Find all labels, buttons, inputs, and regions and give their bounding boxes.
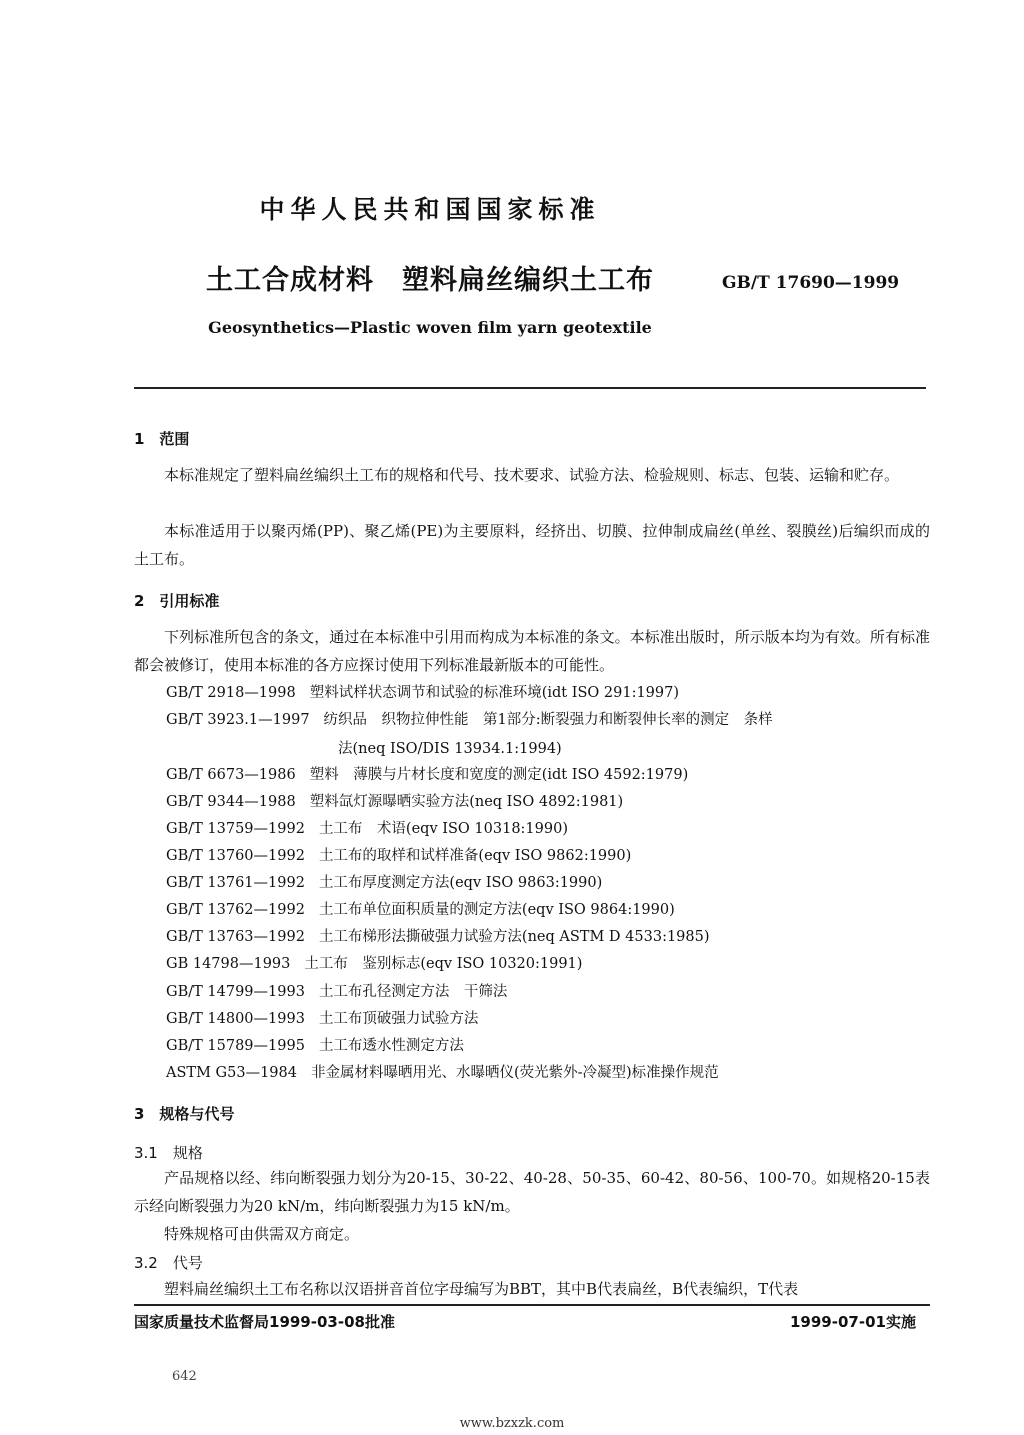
- reference-title: 塑料 薄膜与片材长度和宽度的测定(idt ISO 4592:1979): [309, 767, 689, 783]
- reference-title: 土工布厚度测定方法(eqv ISO 9863:1990): [318, 875, 603, 891]
- reference-title: 非金属材料曝晒用光、水曝晒仪(荧光紫外-冷凝型)标准操作规范: [310, 1065, 719, 1081]
- reference-title-continuation: 法(neq ISO/DIS 13934.1:1994): [338, 741, 562, 757]
- header-divider: [134, 387, 926, 389]
- reference-code: GB/T 13759—1992: [166, 821, 305, 837]
- reference-title: 土工布单位面积质量的测定方法(eqv ISO 9864:1990): [318, 902, 675, 918]
- reference-code: GB/T 13761—1992: [166, 875, 305, 891]
- reference-item: [166, 1033, 464, 1059]
- reference-code: GB/T 13762—1992: [166, 902, 305, 918]
- section-3-2-paragraph-1: 塑料扁丝编织土工布名称以汉语拼音首位字母编写为BBT，其中B代表扁丝，B代表编织，T代表: [164, 1280, 799, 1298]
- page-number: 642: [172, 1369, 197, 1384]
- reference-item: [166, 1060, 719, 1086]
- reference-item: [166, 1006, 478, 1032]
- standard-number: GB/T 17690—1999: [722, 273, 900, 293]
- approval-line: 国家质量技术监督局1999-03-08批准: [134, 1313, 395, 1331]
- reference-code: GB/T 14800—1993: [166, 1011, 305, 1027]
- reference-title: 塑料试样状态调节和试验的标准环境(idt ISO 291:1997): [309, 685, 680, 701]
- section-1-heading: 1 范围: [134, 430, 190, 448]
- reference-code: ASTM G53—1984: [166, 1065, 297, 1081]
- section-1-paragraph-2: 本标准适用于以聚丙烯(PP)、聚乙烯(PE)为主要原料，经挤出、切膜、拉伸制成扁丝(单丝、裂膜丝)后编织而成的土工布。: [134, 522, 930, 568]
- national-standard-header: 中华人民共和国国家标准: [259, 195, 601, 224]
- standard-title-cn: 土工合成材料 塑料扁丝编织土工布: [206, 265, 654, 296]
- standard-title-en: Geosynthetics—Plastic woven film yarn geotextile: [208, 318, 652, 337]
- reference-code: GB/T 15789—1995: [166, 1038, 305, 1054]
- reference-code: GB 14798—1993: [166, 956, 291, 972]
- reference-item: [166, 762, 688, 788]
- section-3-2-heading: 3.2 代号: [134, 1254, 203, 1272]
- section-2-paragraph-1: 下列标准所包含的条文，通过在本标准中引用而构成为本标准的条文。本标准出版时，所示版本均为有效。所有标准都会被修订，使用本标准的各方应探讨使用下列标准最新版本的可能性。: [134, 628, 930, 674]
- reference-item: [166, 789, 623, 815]
- reference-title: 塑料氙灯源曝晒实验方法(neq ISO 4892:1981): [309, 794, 624, 810]
- section-1-paragraph-1: 本标准规定了塑料扁丝编织土工布的规格和代号、技术要求、试验方法、检验规则、标志、包装、运输和贮存。: [164, 466, 900, 484]
- section-3-heading: 3 规格与代号: [134, 1105, 235, 1123]
- implementation-date: 1999-07-01实施: [790, 1313, 916, 1331]
- reference-code: GB/T 13760—1992: [166, 848, 305, 864]
- reference-code: GB/T 3923.1—1997: [166, 712, 310, 728]
- reference-code: GB/T 6673—1986: [166, 767, 296, 783]
- reference-code: GB/T 9344—1988: [166, 794, 296, 810]
- footer-divider: [134, 1304, 930, 1306]
- section-3-1-paragraph-2: 特殊规格可由供需双方商定。: [164, 1225, 360, 1243]
- reference-title: 土工布透水性测定方法: [318, 1038, 464, 1054]
- reference-item: [166, 924, 710, 950]
- reference-item: [166, 897, 675, 923]
- reference-title: 土工布孔径测定方法 干筛法: [318, 984, 508, 1000]
- reference-item: [166, 843, 631, 869]
- reference-item: [166, 979, 507, 1005]
- reference-title: 土工布 鉴别标志(eqv ISO 10320:1991): [304, 956, 583, 972]
- reference-code: GB/T 13763—1992: [166, 929, 305, 945]
- section-3-1-heading: 3.1 规格: [134, 1144, 203, 1162]
- reference-item: [166, 816, 568, 842]
- reference-code: GB/T 14799—1993: [166, 984, 305, 1000]
- reference-item: [166, 951, 582, 977]
- section-2-heading: 2 引用标准: [134, 592, 220, 610]
- reference-title: 土工布顶破强力试验方法: [318, 1011, 479, 1027]
- reference-item: [166, 680, 679, 706]
- reference-title: 土工布 术语(eqv ISO 10318:1990): [318, 821, 568, 837]
- reference-title: 土工布的取样和试样准备(eqv ISO 9862:1990): [318, 848, 632, 864]
- reference-code: GB/T 2918—1998: [166, 685, 296, 701]
- reference-title: 纺织品 织物拉伸性能 第1部分:断裂强力和断裂伸长率的测定 条样: [323, 712, 773, 728]
- website-watermark: www.bzxzk.com: [459, 1416, 565, 1431]
- reference-item: [166, 870, 602, 896]
- reference-item: [166, 707, 773, 733]
- reference-title: 土工布梯形法撕破强力试验方法(neq ASTM D 4533:1985): [318, 929, 710, 945]
- section-3-1-paragraph-1: 产品规格以经、纬向断裂强力划分为20-15、30-22、40-28、50-35、60-42、80-56、100-70。如规格20-15表示经向断裂强力为20 kN/m，纬向断裂强力为15 kN/m。: [134, 1169, 930, 1215]
